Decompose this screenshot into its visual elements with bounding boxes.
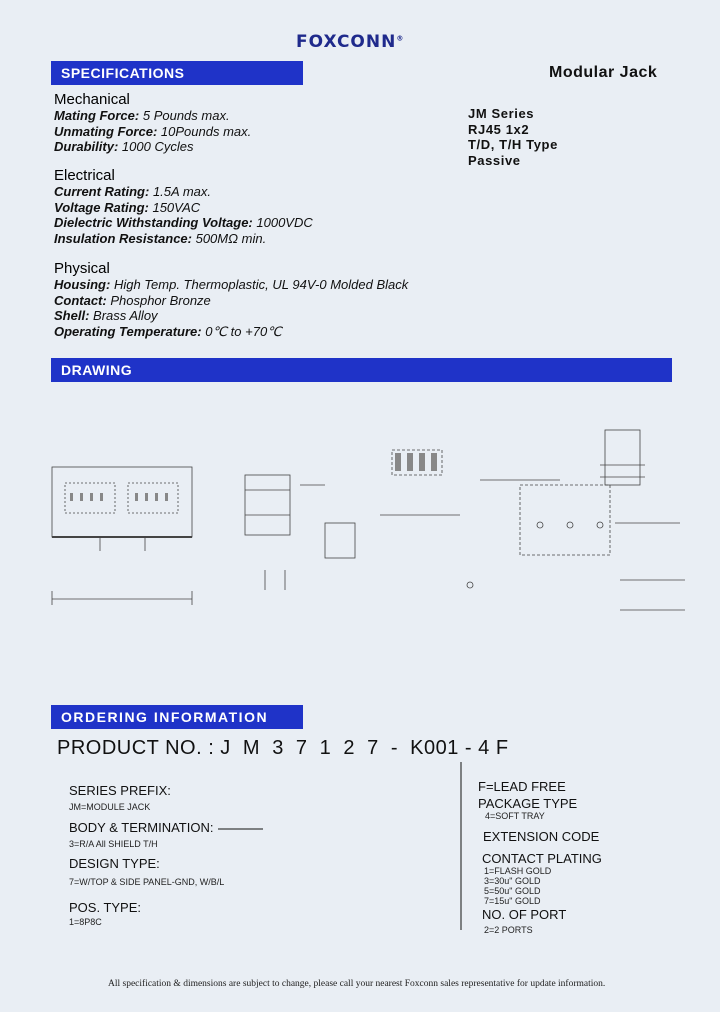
mechanical-heading: Mechanical: [54, 91, 130, 108]
ordering-heading: ORDERING INFORMATION: [61, 709, 269, 725]
spec-line: Contact: Phosphor Bronze: [54, 292, 211, 308]
ordering-left-item: [69, 856, 224, 887]
series-line: T/D, T/H Type: [468, 137, 558, 152]
ordering-left-item: [69, 900, 141, 927]
ordering-item-title: PACKAGE TYPE: [478, 796, 578, 811]
ordering-item-title: BODY & TERMINATION:: [69, 820, 214, 835]
spec-line: Unmating Force: 10Pounds max.: [54, 123, 252, 139]
ordering-right-title: F=LEAD FREE: [478, 779, 566, 794]
series-line: RJ45 1x2: [468, 121, 530, 137]
ordering-item-title: CONTACT PLATING: [482, 851, 602, 866]
ordering-item-detail: 7=W/TOP & SIDE PANEL-GND, W/B/L: [69, 877, 225, 887]
series-line: JM Series: [468, 106, 535, 121]
ordering-item-title: POS. TYPE:: [69, 900, 142, 915]
ordering-item-title: SERIES PREFIX:: [69, 783, 171, 798]
spec-line: Insulation Resistance: 500MΩ min.: [54, 230, 267, 246]
product-number: PRODUCT NO. : J M 3 7 1 2 7 - K001 - 4 F: [57, 737, 509, 759]
registered-mark: ®: [396, 34, 405, 43]
spec-line: Current Rating: 1.5A max.: [54, 184, 211, 199]
spec-line: Housing: High Temp. Thermoplastic, UL 94V-0 Molded Black: [54, 277, 409, 292]
series-line: Passive: [468, 152, 521, 168]
ordering-item-title: NO. OF PORT: [482, 907, 567, 922]
ordering-right-title: EXTENSION CODE: [483, 829, 600, 844]
ordering-right-item: [482, 907, 566, 935]
ordering-item-detail: JM=MODULE JACK: [69, 802, 151, 812]
ordering-item-detail: 1=FLASH GOLD 3=30u" GOLD 5=50u" GOLD 7=15u" GOLD: [484, 866, 552, 906]
ordering-item-detail: 1=8P8C: [69, 917, 102, 927]
brand-name: FOXCONN: [296, 32, 397, 52]
spec-line: Durability: 1000 Cycles: [54, 139, 194, 154]
specifications-heading: SPECIFICATIONS: [61, 65, 185, 81]
electrical-heading: Electrical: [54, 167, 115, 184]
ordering-item-detail: 4=SOFT TRAY: [485, 811, 545, 821]
ordering-item-detail: 3=R/A All SHIELD T/H: [69, 839, 158, 849]
spec-line: Shell: Brass Alloy: [54, 308, 158, 323]
physical-heading: Physical: [54, 260, 110, 277]
spec-line: Dielectric Withstanding Voltage: 1000VDC: [54, 215, 313, 230]
ordering-left-item: [69, 783, 171, 812]
spec-line: Voltage Rating: 150VAC: [54, 199, 201, 215]
spec-line: Mating Force: 5 Pounds max.: [54, 108, 230, 123]
footer-disclaimer: All specification & dimensions are subject to change, please call your nearest Foxconn sales representative for update information.: [108, 979, 606, 989]
ordering-right-item: [482, 851, 602, 906]
ordering-right-item: [478, 796, 577, 821]
drawing-heading: DRAWING: [61, 362, 133, 378]
product-title: Modular Jack: [549, 64, 658, 81]
ordering-item-detail: 2=2 PORTS: [484, 925, 533, 935]
spec-line: Operating Temperature: 0℃ to +70℃: [54, 323, 282, 339]
ordering-left-item: [69, 820, 213, 849]
ordering-item-title: DESIGN TYPE:: [69, 856, 160, 871]
